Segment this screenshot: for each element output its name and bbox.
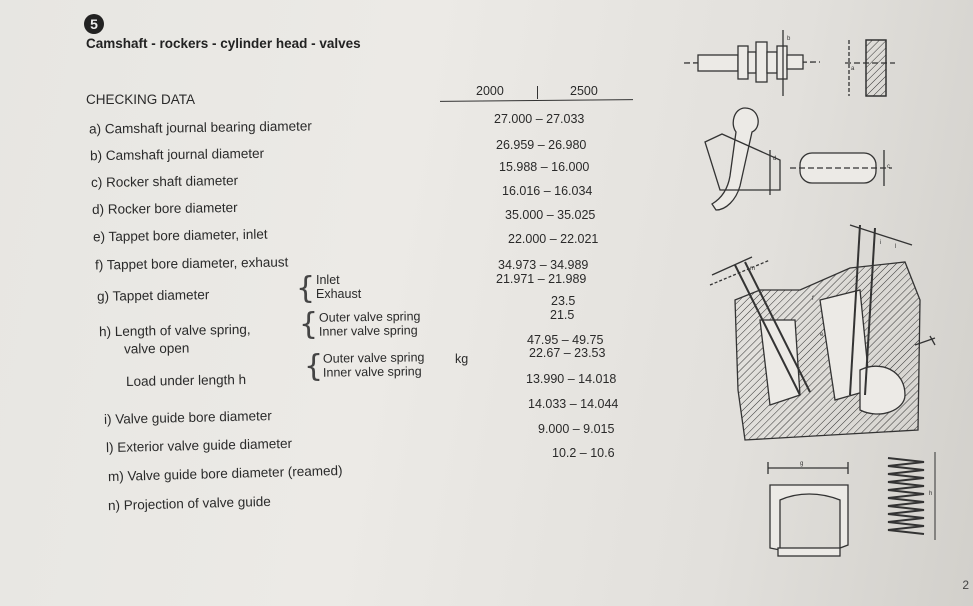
row-d-label: d) Rocker bore diameter <box>91 199 238 218</box>
row-h-inner-value: 21.5 <box>550 308 575 322</box>
row-f-label: f) Tappet bore diameter, exhaust <box>94 254 289 273</box>
column-header-2500: 2500 <box>570 84 598 98</box>
row-h-outer-value: 23.5 <box>551 294 576 308</box>
row-load-inner-label: Inner valve spring <box>322 364 422 380</box>
row-load-inner-value: 22.67 – 23.53 <box>529 346 606 360</box>
row-load-unit: kg <box>455 352 469 366</box>
row-g-brace: { <box>296 271 316 306</box>
row-g-inlet-label: Inlet <box>316 273 340 287</box>
row-h-label-line2: valve open <box>123 340 190 357</box>
row-l-label: l) Exterior valve guide diameter <box>105 435 293 456</box>
row-m-value: 9.000 – 9.015 <box>538 422 615 436</box>
row-b-label: b) Camshaft journal diameter <box>89 145 265 164</box>
section-number-badge: 5 <box>84 14 104 34</box>
fig-letter-b: b <box>787 36 791 42</box>
fig-letter-h: h <box>929 491 933 497</box>
tappet-drawing <box>768 461 848 556</box>
cylinder-head-drawing <box>710 225 935 440</box>
camshaft-drawing <box>684 30 895 96</box>
row-h-label-line1: h) Length of valve spring, <box>98 321 251 340</box>
row-e-label: e) Tappet bore diameter, inlet <box>92 226 268 245</box>
fig-letter-f: f <box>812 296 814 302</box>
fig-letter-g: g <box>800 461 804 467</box>
section-title: Camshaft - rockers - cylinder head - valves <box>86 36 361 51</box>
row-i-value: 13.990 – 14.018 <box>526 372 617 386</box>
row-g-exhaust-value: 21.971 – 21.989 <box>496 272 587 286</box>
fig-letter-m: m <box>750 266 755 272</box>
fig-letter-e: e <box>820 332 824 338</box>
row-l-value: 14.033 – 14.044 <box>528 397 619 411</box>
fig-letter-a: a <box>851 66 855 72</box>
row-i-label: i) Valve guide bore diameter <box>103 408 272 427</box>
row-load-brace: { <box>304 349 324 384</box>
fig-letter-c: c <box>887 164 890 170</box>
row-load-outer-label: Outer valve spring <box>322 350 425 366</box>
column-header-2000: 2000 <box>476 84 504 98</box>
page-number: 2 <box>962 578 969 592</box>
row-a-label: a) Camshaft journal bearing diameter <box>88 118 312 137</box>
row-b-value: 26.959 – 26.980 <box>496 138 587 152</box>
row-f-value: 22.000 – 22.021 <box>508 232 599 246</box>
row-c-value: 15.988 – 16.000 <box>499 160 590 174</box>
row-h-outer-label: Outer valve spring <box>318 309 421 325</box>
row-load-outer-value: 47.95 – 49.75 <box>527 333 604 347</box>
row-g-label: g) Tappet diameter <box>96 287 210 304</box>
row-n-label: n) Projection of valve guide <box>107 493 272 514</box>
row-n-value: 10.2 – 10.6 <box>552 446 615 460</box>
row-h-brace: { <box>299 307 319 342</box>
row-h-inner-label: Inner valve spring <box>318 323 418 339</box>
row-m-label: m) Valve guide bore diameter (reamed) <box>107 462 343 485</box>
fig-letter-d: d <box>773 156 777 162</box>
fig-letter-i: i <box>880 240 882 246</box>
valve-spring-drawing <box>888 452 935 540</box>
row-a-value: 27.000 – 27.033 <box>494 112 585 126</box>
row-g-inlet-value: 34.973 – 34.989 <box>498 258 589 272</box>
row-e-value: 35.000 – 35.025 <box>505 208 596 222</box>
row-d-value: 16.016 – 16.034 <box>502 184 593 198</box>
rocker-drawing <box>705 108 892 210</box>
row-g-exhaust-label: Exhaust <box>316 287 362 301</box>
row-c-label: c) Rocker shaft diameter <box>90 172 239 191</box>
row-load-label: Load under length h <box>125 372 247 389</box>
checking-data-heading: CHECKING DATA <box>86 92 196 107</box>
fig-letter-l: l <box>895 244 897 250</box>
